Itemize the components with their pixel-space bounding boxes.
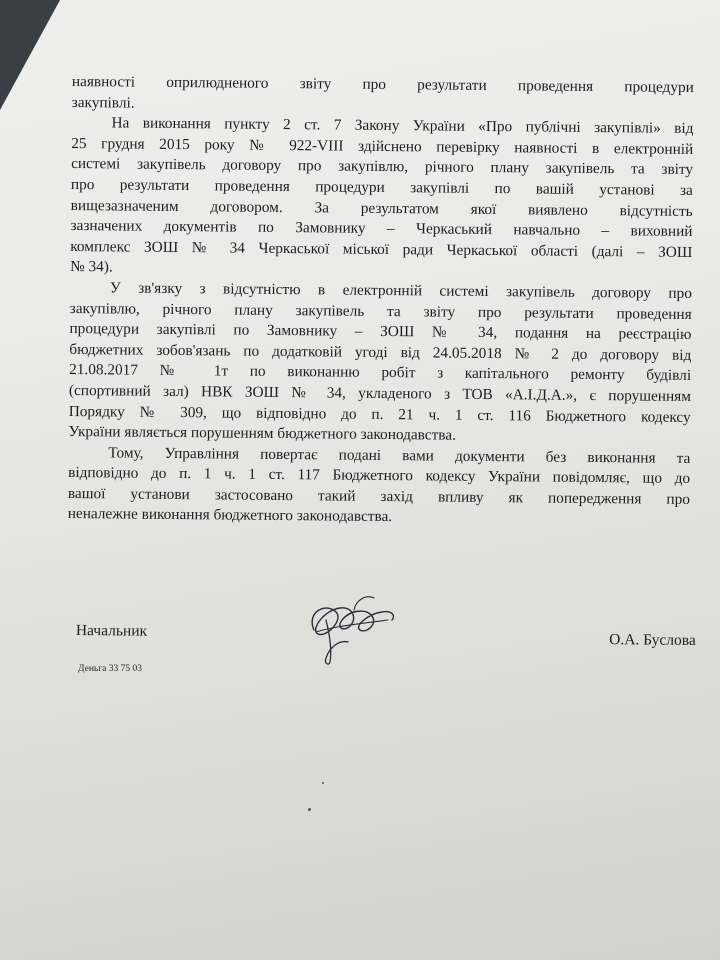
letter-line: У зв'язку з відсутністю в електронній системі закупівель договору про	[109, 279, 692, 302]
letter-line: Тому, Управління повертає подані вами документи без виконання та	[108, 444, 691, 467]
paper-speck	[322, 782, 324, 784]
letter-line: наявності оприлюдненого звіту про результати проведення процедури	[71, 72, 694, 96]
sheet-corner-shadow	[0, 0, 60, 110]
letter-line: про результати проведення процедури закупівлі по вашій установі за	[70, 175, 693, 199]
letter-line: неналежне виконання бюджетного законодавства.	[67, 505, 393, 526]
letter-line: процедури закупівлі по Замовнику – ЗОШ № 34, подання на реєстрацію	[69, 320, 692, 344]
letter-line: 21.08.2017 № 1т по виконанню робіт з капітального ремонту будівлі	[69, 361, 692, 385]
letter-line: закупівлю, річного плану закупівель та звіту про результати проведення	[69, 299, 692, 323]
letter-line: відповідно до п. 1 ч. 1 ст. 117 Бюджетного кодексу України повідомляє, що до	[68, 464, 691, 488]
paper-speck	[308, 808, 311, 811]
letter-line: бюджетних зобов'язань по додатковій угоді від 24.05.2018 № 2 до договору від	[69, 340, 692, 364]
letter-line: системі закупівель договору про закупівлю, річного плану закупівель та звіту	[71, 155, 694, 179]
letter-line: вищезазначеним договором. За результатом якої виявлено відсутність	[70, 196, 693, 220]
letter-line: 25 грудня 2015 року № 922-VIII здійснено перевірку наявності в електронній	[71, 134, 694, 158]
letter-line: вашої установи застосовано такий захід впливу як попередження про	[67, 484, 691, 508]
signature-row	[76, 618, 696, 664]
letter-body	[68, 72, 694, 531]
letter-line: зазначених документів по Замовнику – Черкаський навчально – виховний	[70, 217, 693, 241]
letter-line: На виконання пункту 2 ст. 7 Закону України «Про публічні закупівлі» від	[111, 114, 694, 138]
signatory-name: О.А. Буслова	[609, 631, 696, 649]
letter-line: України являється порушенням бюджетного законодавства.	[68, 423, 457, 444]
letter-line: закупівлі.	[71, 93, 135, 112]
letter-line: комплекс ЗОШ № 34 Черкаської міської ради Черкаської області (далі – ЗОШ	[70, 237, 693, 261]
contact-line: Деньга 33 75 03	[78, 664, 142, 674]
letter-line: Порядку № 309, що відповідно до п. 21 ч. 1 ст. 116 Бюджетного кодексу	[68, 402, 691, 426]
letter-line: (спортивний зал) НВК ЗОШ № 34, укладеного з ТОВ «А.І.Д.А.», є порушенням	[68, 381, 691, 405]
signatory-title: Начальник	[75, 621, 148, 640]
letter-line: № 34).	[70, 258, 113, 276]
